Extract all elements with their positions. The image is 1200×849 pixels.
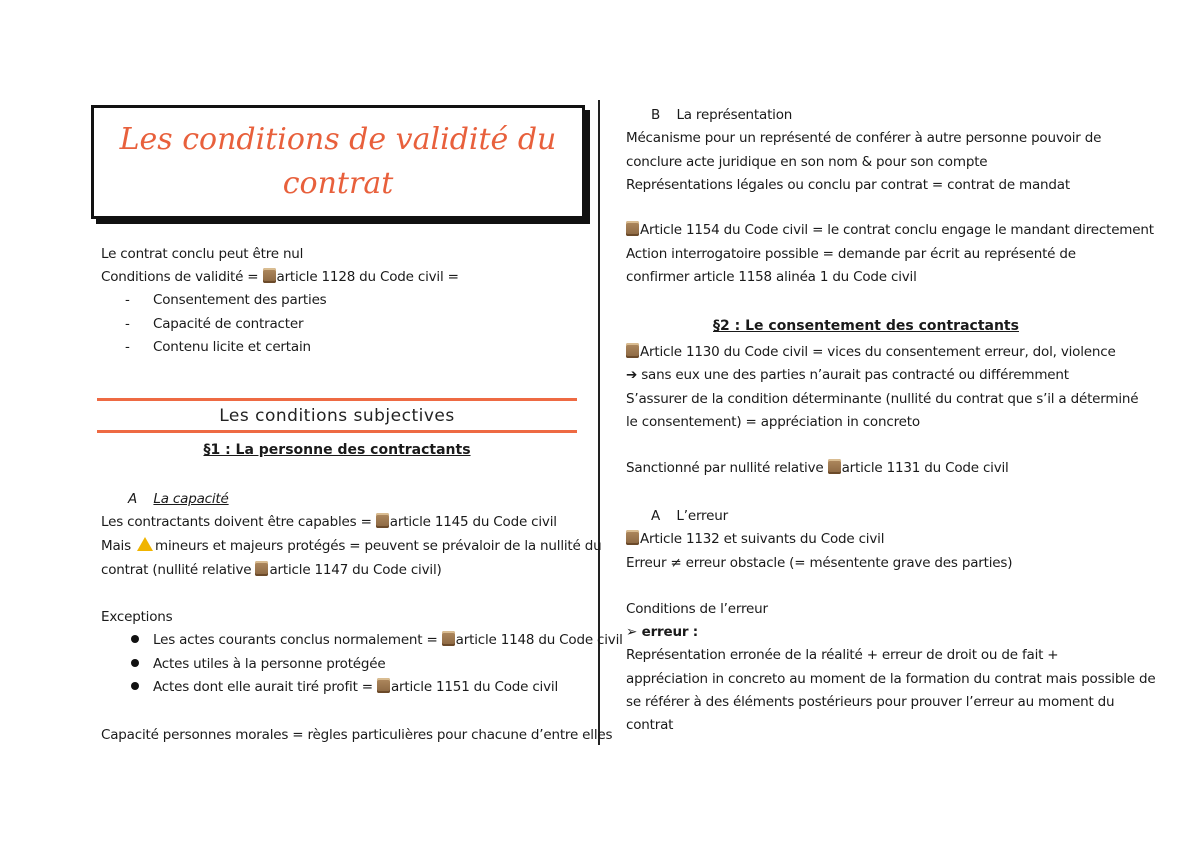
warning-icon	[137, 537, 153, 551]
exception-item: Les actes courants conclus normalement = article 1148 du Code civil	[131, 631, 623, 649]
scroll-icon	[377, 678, 390, 693]
condition-item: - Consentement des parties	[125, 292, 327, 308]
condition-item: - Contenu licite et certain	[125, 339, 311, 355]
section-title: Les conditions subjectives	[219, 406, 455, 426]
exception-item: Actes utiles à la personne protégée	[131, 655, 386, 673]
capacity-line-3: contrat (nullité relative article 1147 du Code civil)	[101, 562, 442, 578]
consent-line-2: ➔ sans eux une des parties n’aurait pas contracté ou différemment	[626, 367, 1069, 383]
moral-persons-line: Capacité personnes morales = règles particulières pour chacune d’entre elles	[101, 727, 613, 743]
error-bullet: ➢ erreur :	[626, 624, 699, 640]
title-line-1: Les conditions de validité du	[119, 122, 557, 157]
scroll-icon	[626, 343, 639, 358]
error-line-5: se référer à des éléments postérieurs pour prouver l’erreur au moment du	[626, 694, 1115, 710]
section-bar-bottom	[97, 430, 577, 433]
scroll-icon	[828, 459, 841, 474]
consent-line-3: S’assurer de la condition déterminante (nullité du contrat que s’il a déterminé	[626, 391, 1139, 407]
consent-line-4: le consentement) = appréciation in concreto	[626, 414, 920, 430]
scroll-icon	[626, 221, 639, 236]
capacity-line-1: Les contractants doivent être capables = article 1145 du Code civil	[101, 514, 557, 530]
error-heading: A L’erreur	[651, 508, 728, 524]
error-line-1: Article 1132 et suivants du Code civil	[626, 530, 884, 548]
capacity-heading: A La capacité	[128, 491, 229, 507]
representation-line-4: Article 1154 du Code civil = le contrat conclu engage le mandant directement	[626, 221, 1154, 239]
intro-line-1: Le contrat conclu peut être nul	[101, 246, 304, 262]
scroll-icon	[263, 268, 276, 283]
scroll-icon	[442, 631, 455, 646]
document-title	[94, 118, 582, 206]
error-line-2: Erreur ≠ erreur obstacle (= mésentente grave des parties)	[626, 555, 1013, 571]
scroll-icon	[255, 561, 268, 576]
representation-line-6: confirmer article 1158 alinéa 1 du Code civil	[626, 269, 917, 285]
representation-line-3: Représentations légales ou conclu par contrat = contrat de mandat	[626, 177, 1070, 193]
paragraph-2-title: §2 : Le consentement des contractants	[713, 318, 1019, 334]
representation-line-2: conclure acte juridique en son nom & pour son compte	[626, 154, 988, 170]
intro-line-2: Conditions de validité = article 1128 du Code civil =	[101, 269, 459, 285]
scroll-icon	[626, 530, 639, 545]
title-box	[91, 105, 585, 219]
condition-item: - Capacité de contracter	[125, 316, 304, 332]
error-line-4: appréciation in concreto au moment de la formation du contrat mais possible de	[626, 671, 1156, 687]
representation-line-5: Action interrogatoire possible = demande par écrit au représenté de	[626, 246, 1076, 262]
representation-line-1: Mécanisme pour un représenté de conférer à autre personne pouvoir de	[626, 130, 1102, 146]
exceptions-title: Exceptions	[101, 609, 173, 625]
error-line-6: contrat	[626, 717, 674, 733]
capacity-line-2: Mais mineurs et majeurs protégés = peuvent se prévaloir de la nullité du	[101, 538, 602, 554]
exception-item: Actes dont elle aurait tiré profit = article 1151 du Code civil	[131, 678, 558, 696]
consent-line-1: Article 1130 du Code civil = vices du consentement erreur, dol, violence	[626, 343, 1116, 361]
representation-heading: B La représentation	[651, 107, 793, 123]
error-conditions-title: Conditions de l’erreur	[626, 601, 768, 617]
error-line-3: Représentation erronée de la réalité + erreur de droit ou de fait +	[626, 647, 1059, 663]
section-bar-top	[97, 398, 577, 401]
scroll-icon	[376, 513, 389, 528]
sanction-line: Sanctionné par nullité relative article 1131 du Code civil	[626, 460, 1009, 476]
title-line-2: contrat	[282, 166, 394, 201]
paragraph-1-title: §1 : La personne des contractants	[203, 442, 471, 458]
